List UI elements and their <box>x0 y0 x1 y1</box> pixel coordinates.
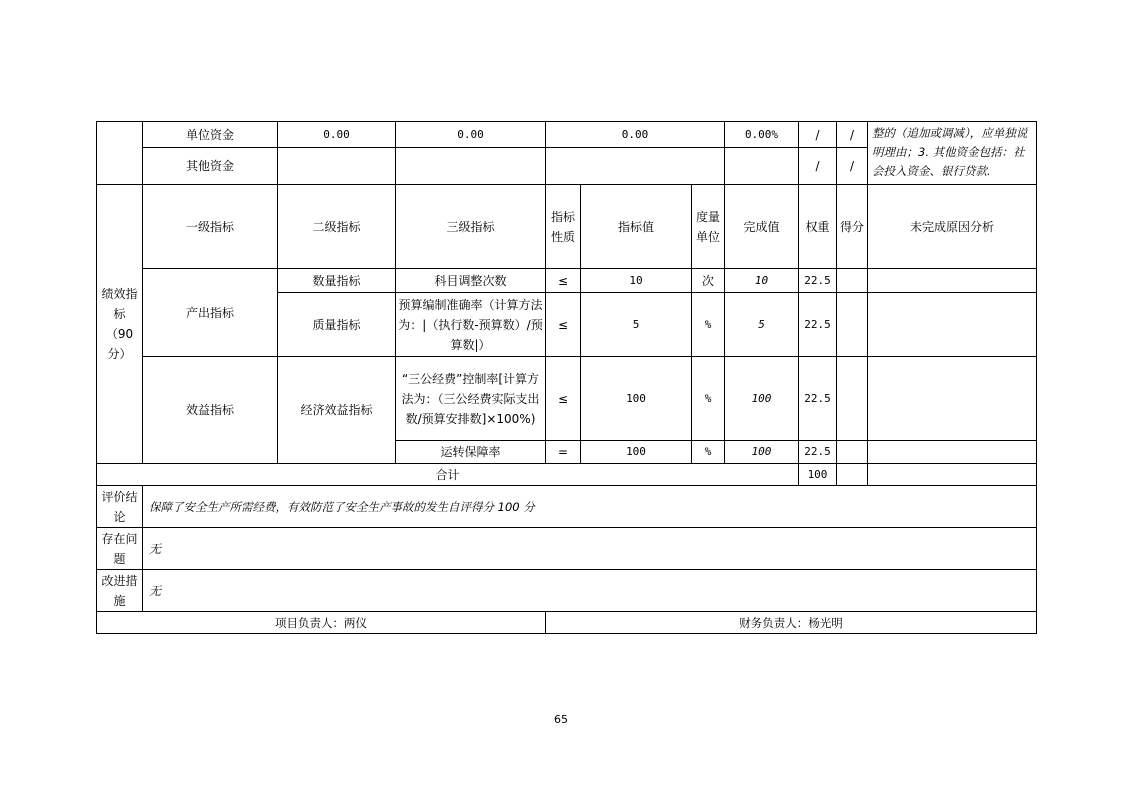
unit-funds-value-3: 0.00 <box>546 122 725 148</box>
indicator-row <box>97 269 1037 293</box>
target-cell: 10 <box>581 269 692 293</box>
reason-cell <box>868 357 1037 441</box>
weight-cell: 22.5 <box>799 269 837 293</box>
nature-cell: ≤ <box>546 293 581 357</box>
unit-funds-value-1: 0.00 <box>278 122 396 148</box>
funds-note: 整的（追加或调减），应单独说明理由；3. 其他资金包括：社会投入资金、银行贷款. <box>868 122 1037 185</box>
level3-cell: “三公经费”控制率[计算方法为：（三公经费实际支出数/预算安排数]×100%) <box>396 357 546 441</box>
weight-cell: 22.5 <box>799 357 837 441</box>
total-weight: 100 <box>799 464 837 486</box>
done-cell: 10 <box>725 269 799 293</box>
header-nature: 指标性质 <box>546 185 581 269</box>
issues-row <box>97 528 1037 570</box>
unit-funds-slash-2: / <box>837 122 868 148</box>
benefit-indicator-label: 效益指标 <box>143 357 278 464</box>
evaluation-label: 评价结论 <box>97 486 143 528</box>
evaluation-text: 保障了安全生产所需经费，有效防范了安全生产事故的发生自评得分 100 分 <box>143 486 1037 528</box>
reason-cell <box>868 269 1037 293</box>
other-funds-value-2 <box>396 148 546 185</box>
indicator-row <box>97 357 1037 441</box>
evaluation-row <box>97 486 1037 528</box>
nature-cell: = <box>546 441 581 464</box>
header-reason: 未完成原因分析 <box>868 185 1037 269</box>
unit-cell: % <box>692 357 725 441</box>
unit-funds-value-2: 0.00 <box>396 122 546 148</box>
weight-cell: 22.5 <box>799 441 837 464</box>
nature-cell: ≤ <box>546 269 581 293</box>
other-funds-label: 其他资金 <box>143 148 278 185</box>
other-funds-value-1 <box>278 148 396 185</box>
measures-text: 无 <box>143 570 1037 612</box>
score-cell <box>837 269 868 293</box>
header-target: 指标值 <box>581 185 692 269</box>
issues-text: 无 <box>143 528 1037 570</box>
header-unit: 度量单位 <box>692 185 725 269</box>
done-cell: 100 <box>725 441 799 464</box>
unit-cell: 次 <box>692 269 725 293</box>
unit-funds-label: 单位资金 <box>143 122 278 148</box>
level3-cell: 运转保障率 <box>396 441 546 464</box>
header-weight: 权重 <box>799 185 837 269</box>
score-cell <box>837 293 868 357</box>
performance-table <box>96 121 1037 634</box>
unit-funds-row <box>97 122 1037 148</box>
other-funds-slash-2: / <box>837 148 868 185</box>
signature-row <box>97 612 1037 634</box>
target-cell: 100 <box>581 357 692 441</box>
other-funds-value-3 <box>546 148 725 185</box>
score-cell <box>837 441 868 464</box>
project-lead: 项目负责人：两仪 <box>97 612 546 634</box>
header-level3: 三级指标 <box>396 185 546 269</box>
done-cell: 5 <box>725 293 799 357</box>
funds-blank-cell <box>97 122 143 185</box>
unit-funds-slash-1: / <box>799 122 837 148</box>
measures-row <box>97 570 1037 612</box>
level3-cell: 预算编制准确率（计算方法为：|（执行数-预算数）/预算数|） <box>396 293 546 357</box>
finance-lead: 财务负责人：杨光明 <box>546 612 1037 634</box>
reason-cell <box>868 441 1037 464</box>
target-cell: 5 <box>581 293 692 357</box>
unit-funds-percent: 0.00% <box>725 122 799 148</box>
score-cell <box>837 357 868 441</box>
measures-label: 改进措施 <box>97 570 143 612</box>
other-funds-percent <box>725 148 799 185</box>
weight-cell: 22.5 <box>799 293 837 357</box>
header-done: 完成值 <box>725 185 799 269</box>
unit-cell: % <box>692 441 725 464</box>
issues-label: 存在问题 <box>97 528 143 570</box>
page-number: 65 <box>554 713 568 726</box>
level2-cell: 质量指标 <box>278 293 396 357</box>
level3-cell: 科目调整次数 <box>396 269 546 293</box>
total-row <box>97 464 1037 486</box>
total-score <box>837 464 868 486</box>
done-cell: 100 <box>725 357 799 441</box>
level2-cell: 数量指标 <box>278 269 396 293</box>
output-indicator-label: 产出指标 <box>143 269 278 357</box>
total-label: 合计 <box>97 464 799 486</box>
reason-cell <box>868 293 1037 357</box>
unit-cell: % <box>692 293 725 357</box>
header-score: 得分 <box>837 185 868 269</box>
nature-cell: ≤ <box>546 357 581 441</box>
header-level2: 二级指标 <box>278 185 396 269</box>
perf-indicator-label: 绩效指标（90分） <box>97 185 143 464</box>
target-cell: 100 <box>581 441 692 464</box>
header-level1: 一级指标 <box>143 185 278 269</box>
level2-cell: 经济效益指标 <box>278 357 396 464</box>
total-reason <box>868 464 1037 486</box>
other-funds-slash-1: / <box>799 148 837 185</box>
indicator-header-row <box>97 185 1037 269</box>
